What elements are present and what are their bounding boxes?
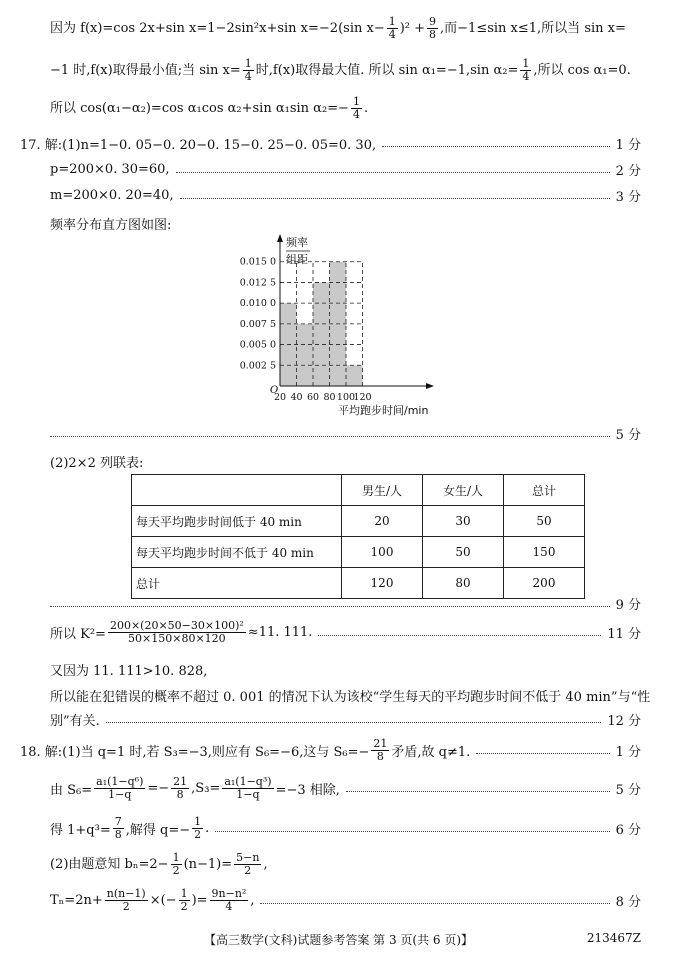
fraction: $\frac{9}{8}$	[429, 15, 437, 41]
table-cell: 总计	[132, 568, 342, 599]
table-cell: 每天平均跑步时间低于 40 min	[132, 506, 342, 537]
leader-dots	[50, 606, 610, 607]
leader-dots	[260, 903, 609, 904]
fraction: $\frac{1}{4}$	[244, 57, 252, 83]
comparison-line: 又因为 11. 111>10. 828,	[50, 664, 208, 679]
leader-dots	[50, 436, 610, 437]
x-tick-label: 80	[323, 392, 336, 403]
page-footer: 【高三数学(文科)试题参考答案 第 3 页(共 6 页)】	[203, 933, 474, 947]
frequency-histogram	[230, 232, 470, 422]
contingency-table	[131, 474, 585, 599]
table-header-cell: 女生/人	[423, 475, 504, 506]
table-header-cell: 总计	[504, 475, 585, 506]
table-cell: 每天平均跑步时间不低于 40 min	[132, 537, 342, 568]
table-header-cell	[132, 475, 342, 506]
histogram-score-line: 5 分	[50, 424, 641, 443]
leader-dots	[382, 146, 610, 147]
x-tick-label: 40	[290, 392, 303, 403]
leader-dots	[318, 635, 601, 636]
q18-line-2: 由 S₆= $\frac{\text{a₁(1−q⁶)}}{1-q}$ =− $\frac{21}{8}$ ,S₃= $\frac{\text{a₁(1−q³)}}{1-q}$ =−3 相除, 5 分	[50, 775, 641, 801]
table-cell: 20	[342, 506, 423, 537]
x-tick-label: 120	[353, 392, 372, 403]
q17-line-1: 17. 解:(1)n=1−0. 05−0. 20−0. 15−0. 25−0. 05=0. 30, 1 分	[20, 138, 641, 153]
y-tick-label: 0.010 0	[239, 298, 276, 310]
solution-line: 因为 f(x)=cos 2x+sin x=1−2sin²x+sin x=−2(sin x− $\frac{1}{4}$ )² + $\frac{9}{8}$ ,而−1≤sin x≤1,所以当 sin x=	[50, 15, 626, 41]
fraction: $\frac{1}{4}$	[522, 57, 530, 83]
table-header-row	[132, 475, 585, 506]
y-tick-label: 0.005 0	[239, 339, 276, 351]
q17-line-3: m=200×0. 20=40, 3 分	[50, 188, 641, 205]
part2-heading: (2)2×2 列联表:	[50, 456, 144, 471]
fraction: $\frac{1}{2}$	[172, 851, 180, 877]
table-cell: 150	[504, 537, 585, 568]
leader-dots	[106, 722, 602, 723]
fraction: $\frac{1}{4}$	[388, 15, 396, 41]
x-tick-label: 20	[273, 392, 287, 403]
table-score-line: 9 分	[50, 594, 641, 613]
fraction: $\frac{\text{200×(20×50−30×100)²}}{50\times 150\times 80\times 120}$	[109, 619, 244, 645]
document-code: 213467Z	[586, 931, 641, 945]
x-tick-label: 60	[306, 392, 320, 403]
fraction: $\frac{\text{9n−n²}}{4}$	[211, 887, 247, 913]
x-axis-arrow	[426, 383, 434, 389]
fraction: $\frac{1}{4}$	[352, 95, 360, 121]
histogram-bar	[297, 324, 314, 386]
conclusion-score-line: 别”有关. 12 分	[50, 714, 641, 729]
table-cell: 100	[342, 537, 423, 568]
fraction: $\frac{\text{a₁(1−q³)}}{1-q}$	[224, 775, 272, 801]
q18-line-4: (2)由题意知 bₙ=2− $\frac{1}{2}$ (n−1)= $\frac{5-n}{2}$ ,	[50, 851, 268, 877]
fraction: $\frac{21}{8}$	[373, 737, 388, 763]
fraction: $\frac{\text{a₁(1−q⁶)}}{1-q}$	[96, 775, 144, 801]
y-tick-label: 0.015 0	[239, 256, 276, 268]
y-tick-label: 0.002 5	[239, 360, 276, 372]
q18-line-1: 18. 解:(1)当 q=1 时,若 S₃=−3,则应有 S₆=−6,这与 S₆=− $\frac{21}{8}$ 矛盾,故 q≠1. 1 分	[20, 737, 641, 763]
leader-dots	[176, 172, 610, 173]
q18-line-5: Tₙ=2n+ $\frac{n(n-1)}{2}$ ×(− $\frac{1}{2}$ )= $\frac{\text{9n−n²}}{4}$ , 8 分	[50, 887, 641, 913]
table-row	[132, 537, 585, 568]
leader-dots	[215, 831, 609, 832]
fraction: $\frac{1}{2}$	[180, 887, 188, 913]
y-axis-label-top: 频率	[286, 236, 308, 249]
table-cell: 80	[423, 568, 504, 599]
solution-line: 所以 cos(α₁−α₂)=cos α₁cos α₂+sin α₁sin α₂=− $\frac{1}{4}$ .	[50, 95, 369, 121]
fraction: $\frac{21}{8}$	[173, 775, 188, 801]
solution-line: −1 时,f(x)取得最小值;当 sin x= $\frac{1}{4}$ 时,f(x)取得最大值. 所以 sin α₁=−1,sin α₂= $\frac{1}{4}$ ,所以 cos α₁=0.	[50, 57, 631, 83]
leader-dots	[180, 198, 610, 199]
table-cell: 200	[504, 568, 585, 599]
fraction: $\frac{1}{2}$	[194, 815, 202, 841]
x-axis-label: 平均跑步时间/min	[338, 404, 429, 417]
fraction: $\frac{n(n-1)}{2}$	[106, 887, 146, 913]
x-tick-label: 100	[336, 392, 356, 403]
table-cell: 120	[342, 568, 423, 599]
q18-line-3: 得 1+q³= $\frac{7}{8}$ ,解得 q=− $\frac{1}{2}$ . 6 分	[50, 815, 641, 841]
y-axis-arrow	[277, 234, 283, 242]
k2-line: 所以 K²= $\frac{\text{200×(20×50−30×100)²}}{50\times 150\times 80\times 120}$ ≈11. 111. 11 分	[50, 619, 641, 645]
histogram-intro: 频率分布直方图如图:	[50, 218, 172, 233]
origin-label: O	[270, 385, 279, 396]
fraction: $\frac{7}{8}$	[114, 815, 122, 841]
q17-line-2: p=200×0. 30=60, 2 分	[50, 162, 641, 179]
table-row	[132, 506, 585, 537]
histogram-bar	[346, 365, 363, 386]
y-tick-label: 0.007 5	[239, 318, 276, 330]
y-axis-label-bottom: 组距	[286, 253, 308, 266]
leader-dots	[346, 791, 610, 792]
histogram-bar	[313, 282, 330, 386]
leader-dots	[476, 753, 609, 754]
y-tick-label: 0.012 5	[239, 277, 276, 289]
table-cell: 50	[423, 537, 504, 568]
table-cell: 50	[504, 506, 585, 537]
conclusion-line: 所以能在犯错误的概率不超过 0. 001 的情况下认为该校“学生每天的平均跑步时间不低于 40 min”与“性	[50, 690, 651, 705]
table-cell: 30	[423, 506, 504, 537]
table-header-cell: 男生/人	[342, 475, 423, 506]
fraction: $\frac{5-n}{2}$	[236, 851, 260, 877]
